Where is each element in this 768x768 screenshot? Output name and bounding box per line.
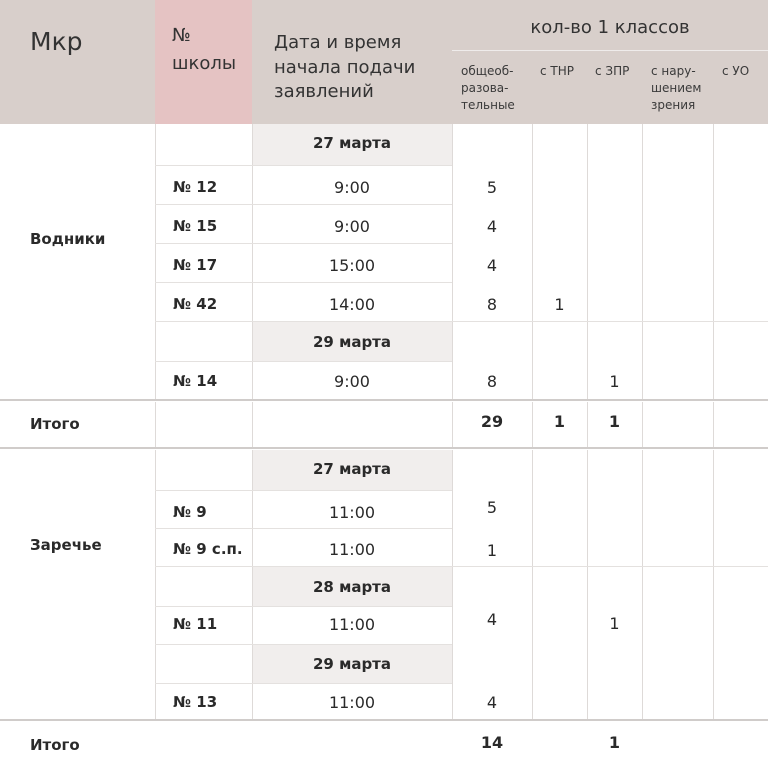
section-separator [0, 719, 768, 721]
grid-line [155, 606, 452, 607]
grid-line [155, 490, 452, 491]
header-col-vision-l1: с нару- [651, 64, 696, 78]
grid-line [532, 124, 533, 400]
tnr-count: 1 [554, 294, 565, 314]
grid-line [713, 450, 714, 720]
general-count: 5 [486, 177, 498, 197]
grid-line [155, 243, 452, 244]
general-count: 8 [486, 371, 498, 391]
header-col-general-l1: общеоб- [461, 64, 514, 78]
grid-line [155, 683, 452, 684]
total-label: Итого [30, 415, 80, 433]
grid-line [532, 450, 533, 720]
general-count: 8 [486, 294, 498, 314]
date-label: 27 марта [312, 460, 392, 478]
start-time: 11:00 [328, 692, 376, 712]
start-time: 9:00 [334, 216, 370, 236]
header-col-zpr: с ЗПР [595, 64, 630, 78]
total-zpr: 1 [608, 732, 621, 752]
school-number: № 14 [173, 372, 218, 390]
start-time: 11:00 [328, 614, 376, 634]
header-col-general-l3: тельные [461, 98, 515, 112]
school-number: № 42 [173, 295, 218, 313]
header-divider [452, 50, 768, 51]
grid-line [155, 402, 156, 448]
grid-line [587, 450, 588, 720]
school-number: № 11 [173, 615, 218, 633]
start-time: 9:00 [334, 371, 370, 391]
grid-line [155, 321, 768, 322]
general-count: 4 [486, 692, 498, 712]
grid-line [155, 566, 768, 567]
date-label: 27 марта [312, 134, 392, 152]
grid-line [155, 644, 452, 645]
start-time: 15:00 [328, 255, 376, 275]
total-label: Итого [30, 736, 80, 754]
header-datetime-line3: заявлений [274, 80, 374, 102]
school-number: № 9 с.п. [173, 540, 243, 558]
start-time: 11:00 [328, 502, 376, 522]
district-name: Заречье [30, 536, 102, 554]
school-number: № 15 [173, 217, 218, 235]
grid-line [155, 204, 452, 205]
header-classes-group: кол-во 1 классов [530, 16, 690, 38]
header-mkr-cell [0, 0, 155, 124]
total-general: 29 [480, 411, 504, 431]
date-label: 29 марта [312, 333, 392, 351]
grid-line [642, 124, 643, 400]
header-col-vision-l3: зрения [651, 98, 696, 112]
zpr-count: 1 [609, 371, 620, 391]
start-time: 9:00 [334, 177, 370, 197]
header-col-tnr: с ТНР [540, 64, 575, 78]
section-separator [0, 447, 768, 449]
header-school-line1: № [172, 24, 191, 46]
general-count: 1 [486, 540, 498, 560]
school-number: № 12 [173, 178, 218, 196]
grid-line [642, 402, 643, 448]
zpr-count: 1 [609, 613, 620, 633]
grid-line [642, 450, 643, 720]
grid-line [155, 165, 452, 166]
header-school-line2: школы [172, 52, 237, 74]
general-count: 4 [486, 255, 498, 275]
grid-line [587, 124, 588, 400]
grid-line [452, 450, 453, 720]
general-count: 4 [486, 216, 498, 236]
date-label: 29 марта [312, 655, 392, 673]
header-col-vision-l2: шением [651, 81, 702, 95]
general-count: 4 [486, 609, 498, 629]
school-number: № 13 [173, 693, 218, 711]
total-general: 14 [480, 732, 504, 752]
header-col-uo: с УО [722, 64, 750, 78]
school-number: № 17 [173, 256, 218, 274]
start-time: 11:00 [328, 539, 376, 559]
grid-line [713, 402, 714, 448]
header-col-general-l2: разова- [461, 81, 509, 95]
district-name: Водники [30, 230, 106, 248]
grid-line [252, 402, 253, 448]
start-time: 14:00 [328, 294, 376, 314]
school-number: № 9 [173, 503, 207, 521]
grid-line [155, 361, 452, 362]
header-mkr: Мкр [30, 26, 83, 56]
grid-line [713, 124, 714, 400]
grid-line [155, 528, 452, 529]
header-datetime-line1: Дата и время [274, 31, 402, 53]
date-label: 28 марта [312, 578, 392, 596]
general-count: 5 [486, 497, 498, 517]
total-tnr: 1 [553, 411, 566, 431]
section-separator [0, 399, 768, 401]
header-datetime-line2: начала подачи [274, 56, 416, 78]
total-zpr: 1 [608, 411, 621, 431]
grid-line [155, 282, 452, 283]
